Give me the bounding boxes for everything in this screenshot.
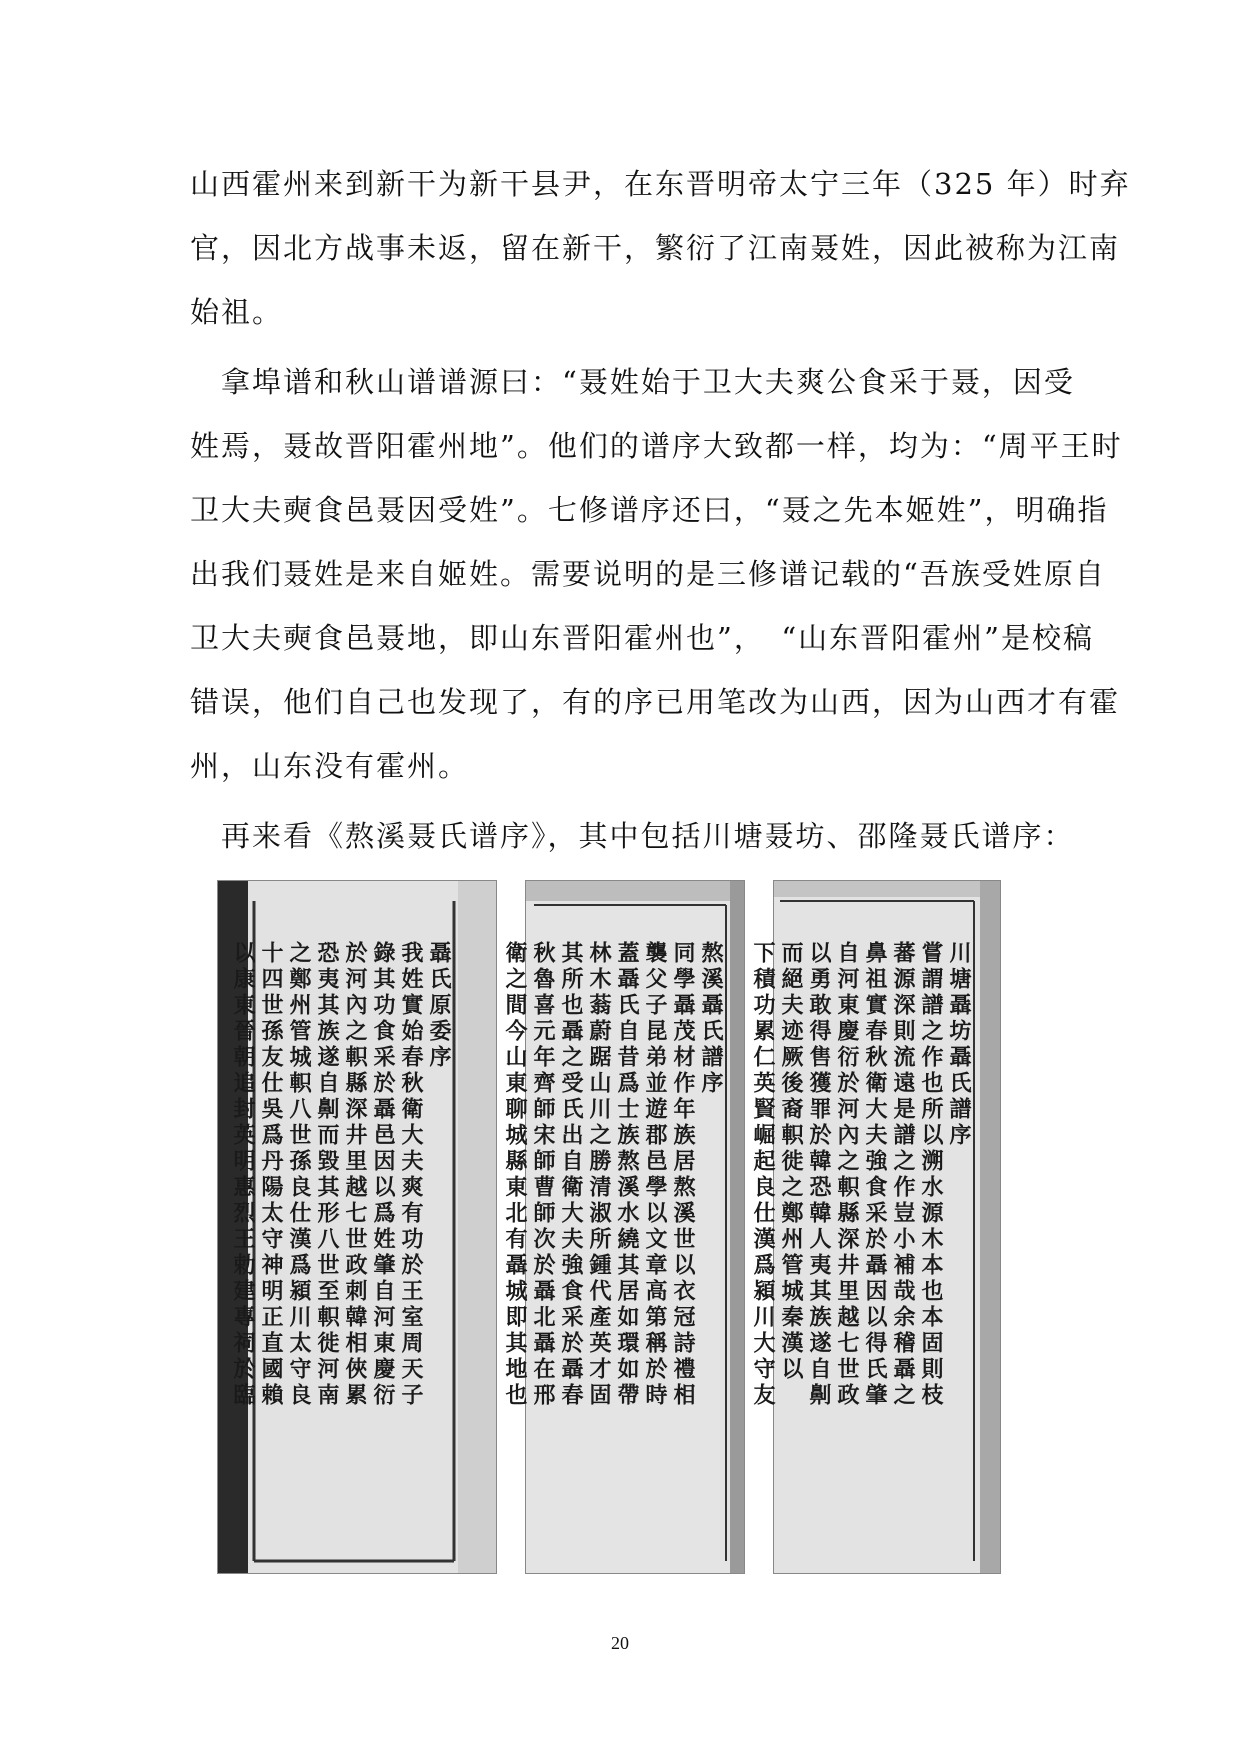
text-column: 其所也聶之受氏出自衛大夫強食采於聶春: [558, 941, 584, 1409]
text-line: 卫大夫奭食邑聂地，即山东晋阳霍州也”， “山东晋阳霍州”是校稿: [190, 621, 1094, 655]
text-line: 山西霍州来到新干为新干县尹，在东晋明帝太宁三年（325 年）时弃: [190, 167, 1131, 201]
paragraph-3: [190, 804, 1075, 868]
text-column: 蕃源深則流遠是譜之作豈小補哉余稽聶之: [890, 941, 916, 1409]
text-line: 州，山东没有霍州。: [190, 749, 470, 783]
text-column: 聶氏原委序: [426, 941, 452, 1071]
text-column: 襲父子昆弟並遊郡邑學以文章高第稱於時: [642, 941, 668, 1409]
text-column: 下積功累仁英賢崛起良仕漢爲潁川大守友: [750, 941, 776, 1409]
text-line: 拿埠谱和秋山谱谱源曰：“聂姓始于卫大夫爽公食采于聂，因受: [190, 365, 1075, 399]
text-column: 同學聶茂材作年族居熬溪世以衣冠詩禮相: [670, 941, 696, 1409]
text-column: 嘗謂譜之作也所以溯水源木本也本固則枝: [918, 941, 944, 1409]
text-column: 鼻祖實春秋衛大夫強食采於聶因以得氏肇: [862, 941, 888, 1409]
genealogy-page-photo-1: [217, 880, 497, 1574]
text-column: 而絕夫迹厥後裔軹徙之鄭州管城秦漢以: [778, 941, 804, 1383]
text-column: 秋魯喜元年齊師宋師曹師次於聶北聶在邢: [530, 941, 556, 1409]
text-columns: [502, 941, 724, 1553]
text-column: 自河東慶衍於河內之軹縣深井里越七世政: [834, 941, 860, 1409]
paragraph-2: [190, 350, 1123, 798]
text-line: 官，因北方战事未返，留在新干，繁衍了江南聂姓，因此被称为江南: [190, 231, 1121, 265]
text-column: 以勇敢得售獲罪於韓恐韓人夷其族遂自劓: [806, 941, 832, 1409]
text-column: 林木蓊蔚踞山川之勝清淑所鍾代產英才固: [586, 941, 612, 1409]
text-column: 於河內之軹縣深井里越七世政刺韓相俠累: [342, 941, 368, 1409]
text-line: 始祖。: [190, 295, 284, 329]
text-line: 再来看《熬溪聂氏谱序》，其中包括川塘聂坊、邵隆聂氏谱序：: [190, 819, 1075, 853]
genealogy-page-photo-3: [750, 880, 1001, 1574]
text-line: 卫大夫奭食邑聂因受姓”。七修谱序还曰，“聂之先本姬姓”，明确指: [190, 493, 1109, 527]
text-column: 恐夷其族遂自劓而毀其形八世至軹徙河南: [314, 941, 340, 1409]
text-column: 衛之間今山東聊城縣東北有聶城即其地也: [502, 941, 528, 1409]
text-column: 蓋聶氏自昔爲士族熬溪水繞其居如環如帶: [614, 941, 640, 1409]
text-line: 姓焉，聂故晋阳霍州地”。他们的谱序大致都一样，均为：“周平王时: [190, 429, 1123, 463]
text-column: 十四世孫友仕吳爲丹陽太守神明正直國賴: [258, 941, 284, 1409]
text-column: 熬溪聶氏譜序: [698, 941, 724, 1097]
text-column: 之鄭州管城軹八世孫良仕漢爲潁川太守良: [286, 941, 312, 1409]
text-columns: [750, 941, 972, 1553]
page-number: 20: [611, 1633, 629, 1653]
text-columns: [230, 941, 452, 1553]
text-line: 出我们聂姓是来自姬姓。需要说明的是三修谱记载的“吾族受姓原自: [190, 557, 1106, 591]
paragraph-1: [190, 152, 1131, 344]
genealogy-page-photo-2: [502, 880, 745, 1574]
text-column: 以康東晉朝追封英明惠烈王勅建專祠於臨: [230, 941, 256, 1409]
text-line: 错误，他们自己也发现了，有的序已用笔改为山西，因为山西才有霍: [190, 685, 1121, 719]
text-column: 錄其功食采於聶邑因以爲姓肇自河東慶衍: [370, 941, 396, 1409]
text-column: 川塘聶坊聶氏譜序: [946, 941, 972, 1149]
text-column: 我姓實始春秋衛大夫爽有功於王室周天子: [398, 941, 424, 1409]
